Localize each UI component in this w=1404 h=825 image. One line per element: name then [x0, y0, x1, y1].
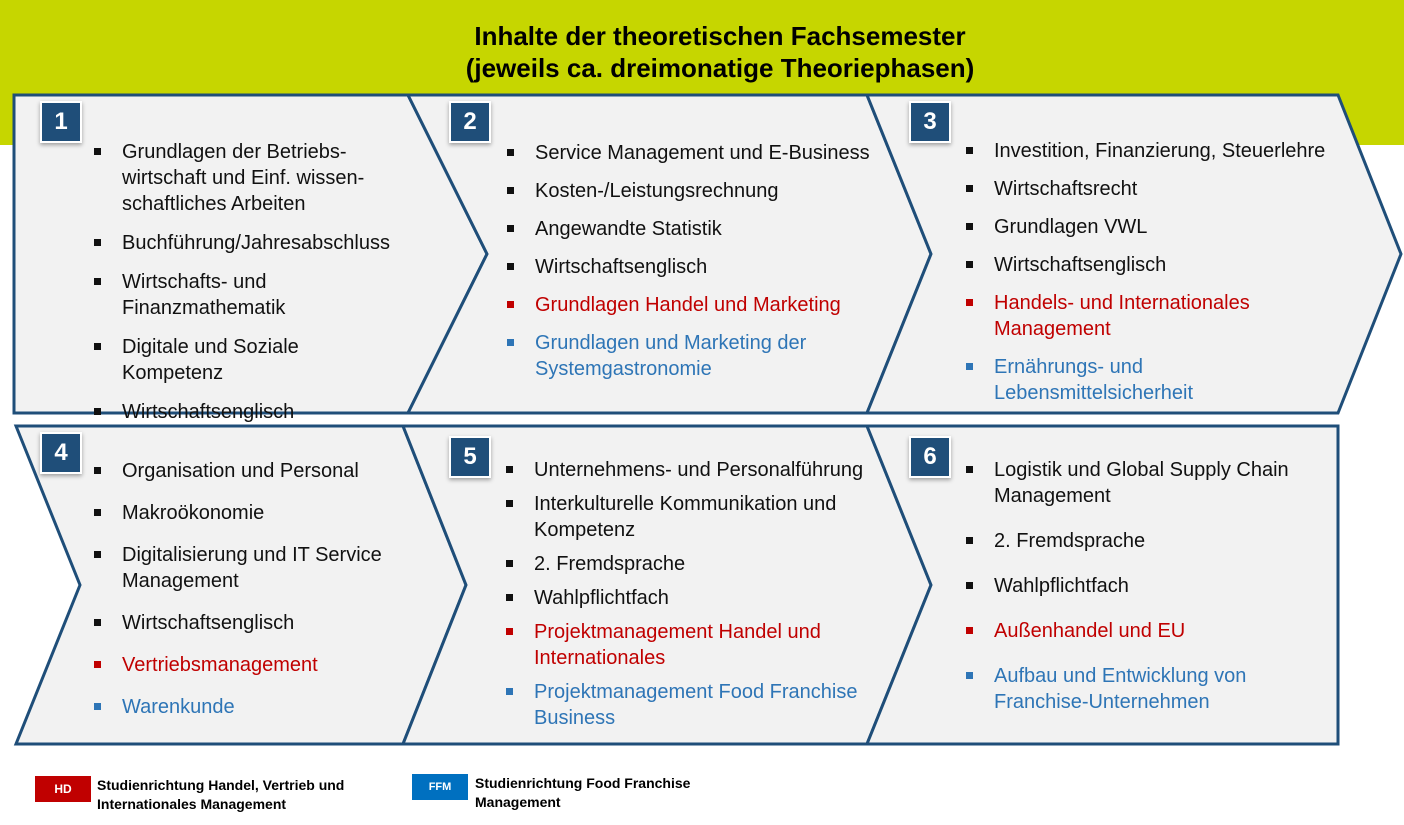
list-item: Makroökonomie [94, 500, 404, 526]
list-item: Wirtschaftsrecht [966, 176, 1346, 202]
semester-6-list [966, 457, 1326, 715]
list-item: Service Management und E-Business [507, 140, 877, 166]
list-item: 2. Fremdsprache [966, 528, 1326, 554]
list-item: Wirtschaftsenglisch [94, 610, 404, 636]
list-item: Digitale und Soziale Kompetenz [94, 334, 404, 386]
list-item: Angewandte Statistik [507, 216, 877, 242]
list-item: Wirtschafts- und Finanzmathematik [94, 269, 322, 321]
semester-1-badge: 1 [42, 103, 80, 141]
legend-hd-badge: HD [35, 776, 91, 802]
list-item: Kosten-/Leistungsrechnung [507, 178, 877, 204]
list-item-hd: Handels- und Internationales Management [966, 290, 1284, 342]
list-item: Wirtschaftsenglisch [94, 399, 404, 425]
legend-ffm-label [475, 774, 690, 812]
semester-5-list [506, 457, 878, 731]
list-item: Wahlpflichtfach [966, 573, 1326, 599]
title-line-1: Inhalte der theoretischen Fachsemester [474, 21, 966, 51]
list-item-hd: Vertriebsmanagement [94, 652, 404, 678]
list-item-hd: Projektmanagement Handel und Internationales [506, 619, 854, 671]
list-item-ffm: Aufbau und Entwicklung von Franchise-Unternehmen [966, 663, 1294, 715]
list-item: Interkulturelle Kommunikation und Kompetenz [506, 491, 884, 543]
list-item: Organisation und Personal [94, 458, 404, 484]
list-item: Logistik und Global Supply Chain Management [966, 457, 1314, 509]
list-item: Digitalisierung und IT Service Management [94, 542, 412, 594]
list-item-ffm: Grundlagen und Marketing der Systemgastronomie [507, 330, 835, 382]
semester-1-list [94, 139, 404, 425]
legend-hd-label [97, 776, 344, 814]
list-item-ffm: Ernährungs- und Lebensmittelsicherheit [966, 354, 1234, 406]
semester-3-list [966, 138, 1346, 406]
list-item-ffm: Warenkunde [94, 694, 404, 720]
list-item: 2. Fremdsprache [506, 551, 878, 577]
list-item: Buchführung/Jahresabschluss [94, 230, 404, 256]
semester-4-list [94, 458, 404, 720]
semester-2-badge: 2 [451, 103, 489, 141]
legend-hd-label-line-1: Studienrichtung Handel, Vertrieb und [97, 777, 345, 793]
legend-hd-label-line-2: Internationales Management [97, 796, 287, 812]
list-item: Wirtschaftsenglisch [507, 254, 877, 280]
legend-ffm-label-line-1: Studienrichtung Food Franchise [475, 775, 691, 791]
list-item-hd: Grundlagen Handel und Marketing [507, 292, 877, 318]
list-item-hd: Außenhandel und EU [966, 618, 1326, 644]
list-item: Grundlagen VWL [966, 214, 1346, 240]
list-item: Investition, Finanzierung, Steuerlehre [966, 138, 1346, 164]
list-item-ffm: Projektmanagement Food Franchise Business [506, 679, 884, 731]
list-item: Wahlpflichtfach [506, 585, 878, 611]
semester-3-badge: 3 [911, 103, 949, 141]
list-item: Wirtschaftsenglisch [966, 252, 1346, 278]
title-line-2: (jeweils ca. dreimonatige Theoriephasen) [465, 53, 975, 83]
list-item: Unternehmens- und Personalführung [506, 457, 878, 483]
list-item: Grundlagen der Betriebs-wirtschaft und Einf. wissen-schaftliches Arbeiten [94, 139, 384, 217]
semester-5-badge: 5 [451, 438, 489, 476]
legend-ffm-badge: FFM [412, 774, 468, 800]
semester-4-badge: 4 [42, 434, 80, 472]
legend-ffm-label-line-2: Management [475, 794, 561, 810]
semester-2-list [507, 140, 877, 382]
semester-6-badge: 6 [911, 438, 949, 476]
